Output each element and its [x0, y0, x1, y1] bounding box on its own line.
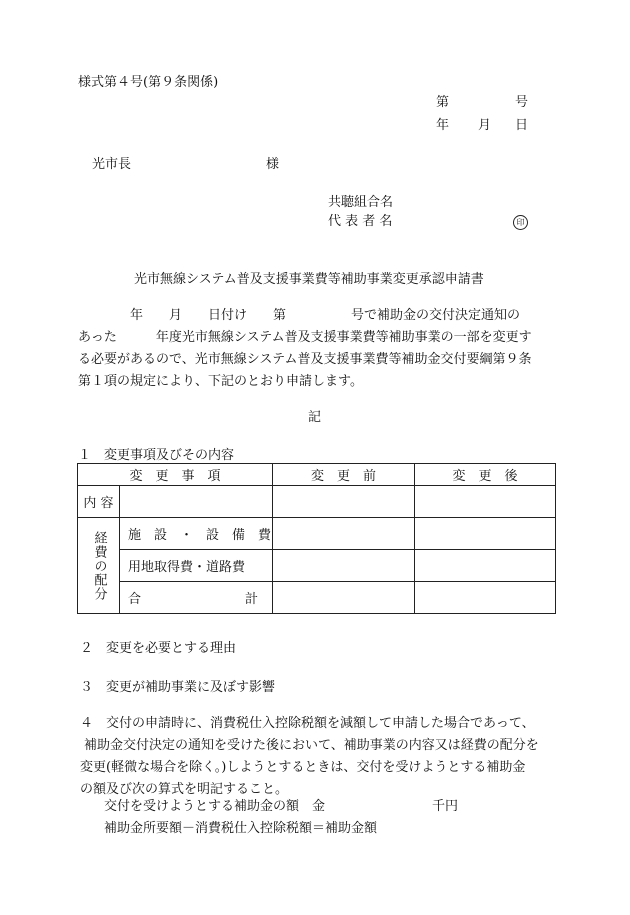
date-day: 日	[515, 118, 529, 133]
header-after: 変 更 後	[415, 464, 556, 486]
body-paragraph	[78, 305, 556, 393]
total-label-cell	[120, 582, 273, 614]
ki-mark: 記	[308, 410, 322, 425]
table-header-row	[78, 464, 556, 486]
section2-heading: ２ 変更を必要とする理由	[80, 641, 237, 656]
document-number-prefix: 第	[436, 95, 450, 110]
section1-heading: １ 変更事項及びその内容	[78, 448, 235, 463]
total-label-right: 計	[245, 592, 259, 607]
date-month: 月	[478, 118, 492, 133]
body-line: 第１項の規定により、下記のとおり申請します。	[78, 374, 363, 389]
content-after-cell	[415, 486, 556, 518]
document-title: 光市無線システム普及支援事業費等補助事業変更承認申請書	[134, 272, 484, 287]
seal-mark	[513, 214, 528, 230]
land-road-cost-label: 用地取得費・道路費	[120, 550, 273, 582]
section4-line: の額及び次の算式を明記すること。	[80, 782, 289, 797]
section4-line: ４ 交付の申請時に、消費税仕入控除税額を減額して申請した場合であって、	[80, 716, 535, 731]
facility-cost-label: 施 設 ・ 設 備 費	[120, 518, 273, 550]
total-after-cell	[415, 582, 556, 614]
section3-heading: ３ 変更が補助事業に及ぼす影響	[80, 680, 276, 695]
subsidy-amount-unit: 千円	[432, 799, 459, 814]
land-before-cell	[273, 550, 415, 582]
addressee-honorific: 様	[266, 157, 280, 172]
table-row	[78, 518, 556, 550]
table-row	[78, 582, 556, 614]
change-table	[77, 463, 556, 614]
seal-icon: 印	[513, 215, 528, 230]
subsidy-amount-label: 交付を受けようとする補助金の額 金	[104, 799, 326, 814]
form-number: 様式第４号(第９条関係)	[78, 75, 219, 90]
table-row	[78, 486, 556, 518]
table-row	[78, 550, 556, 582]
facility-after-cell	[415, 518, 556, 550]
section4-line: 補助金交付決定の通知を受けた後において、補助事業の内容又は経費の配分を	[84, 738, 539, 753]
allocation-label-cell	[78, 518, 120, 614]
total-before-cell	[273, 582, 415, 614]
section4-line: 変更(軽微な場合を除く。)しようとするときは、交付を受けようとする補助金	[80, 760, 526, 775]
header-change-item: 変 更 事 項	[78, 464, 273, 486]
allocation-label: 経費の配分	[91, 530, 107, 601]
body-line: あった 年度光市無線システム普及支援事業費等補助事業の一部を変更す	[78, 330, 532, 345]
representative-label: 代 表 者 名	[328, 214, 393, 229]
content-label: 内 容	[78, 486, 120, 518]
union-name-label: 共聴組合名	[328, 195, 394, 210]
addressee-name: 光市長	[92, 157, 132, 172]
body-line: る必要があるので、光市無線システム普及支援事業費等補助金交付要綱第９条	[78, 352, 532, 367]
header-before: 変 更 前	[273, 464, 415, 486]
subsidy-formula: 補助金所要額－消費税仕入控除税額＝補助金額	[104, 821, 378, 836]
body-line: 年 月 日付け 第 号で補助金の交付決定通知の	[78, 308, 521, 323]
document-number-suffix: 号	[515, 95, 529, 110]
content-before-cell	[273, 486, 415, 518]
land-after-cell	[415, 550, 556, 582]
section4-paragraph	[80, 713, 558, 801]
total-label-left: 合	[128, 592, 142, 607]
date-year: 年	[436, 118, 450, 133]
content-cell	[120, 486, 273, 518]
facility-before-cell	[273, 518, 415, 550]
